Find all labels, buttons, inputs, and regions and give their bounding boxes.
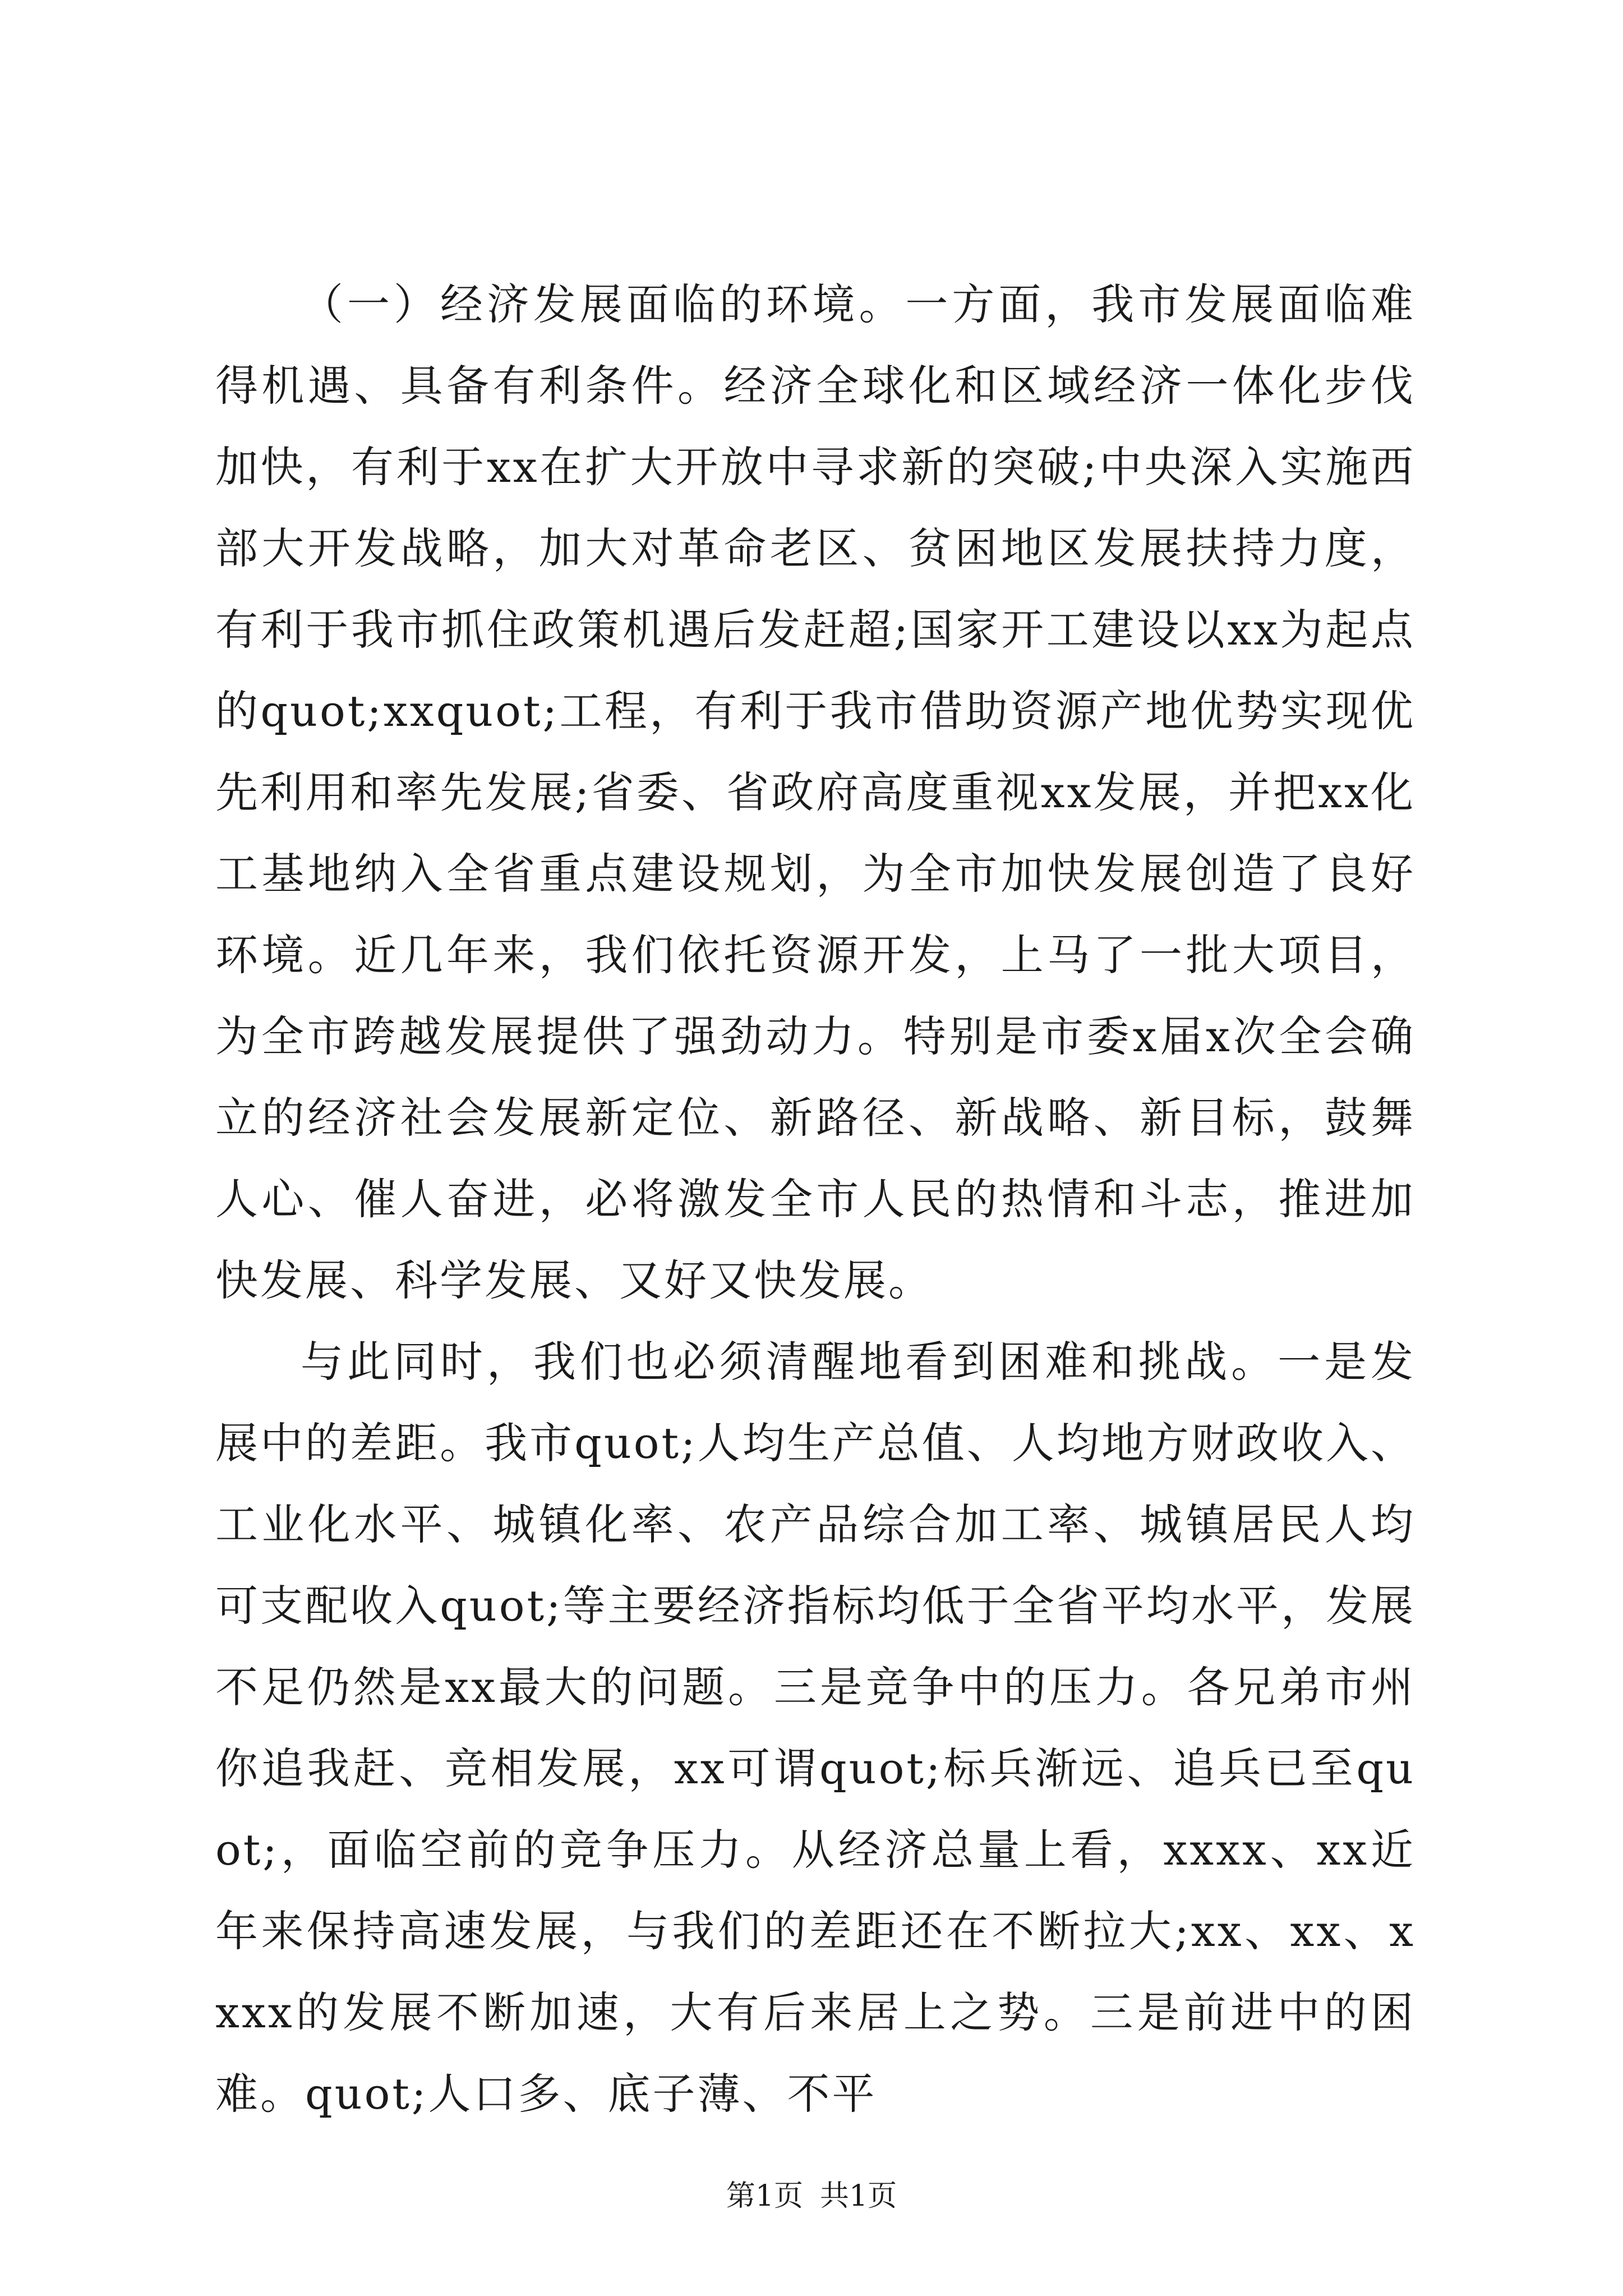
page-number: 第1页 bbox=[726, 2179, 803, 2213]
paragraph-economic-environment: （一）经济发展面临的环境。一方面，我市发展面临难得机遇、具备有利条件。经济全球化和区域经济一体化步伐加快，有利于xx在扩大开放中寻求新的突破;中央深入实施西部大开发战略，加大对革命老区、贫困地区发展扶持力度，有利于我市抓住政策机遇后发赶超;国家开工建设以xx为起点的quot;xxquot;工程，有利于我市借助资源产地优势实现优先利用和率先发展;省委、省政府高度重视xx发展，并把xx化工基地纳入全省重点建设规划，为全市加快发展创造了良好环境。近几年来，我们依托资源开发，上马了一批大项目，为全市跨越发展提供了强劲动力。特别是市委x届x次全会确立的经济社会发展新定位、新路径、新战略、新目标，鼓舞人心、催人奋进，必将激发全市人民的热情和斗志，推进加快发展、科学发展、又好又快发展。 bbox=[215, 279, 1415, 1305]
document-body bbox=[215, 264, 1415, 2134]
paragraph-challenges: 与此同时，我们也必须清醒地看到困难和挑战。一是发展中的差距。我市quot;人均生产总值、人均地方财政收入、工业化水平、城镇化率、农产品综合加工率、城镇居民人均可支配收入quot;等主要经济指标均低于全省平均水平，发展不足仍然是xx最大的问题。三是竞争中的压力。各兄弟市州你追我赶、竞相发展，xx可谓quot;标兵渐远、追兵已至quot;，面临空前的竞争压力。从经济总量上看，xxxx、xx近年来保持高速发展，与我们的差距还在不断拉大;xx、xx、xxxx的发展不断加速，大有后来居上之势。三是前进中的困难。quot;人口多、底子薄、不平 bbox=[215, 1337, 1415, 2119]
page-footer bbox=[0, 2177, 1623, 2216]
page-total: 共1页 bbox=[820, 2179, 897, 2213]
